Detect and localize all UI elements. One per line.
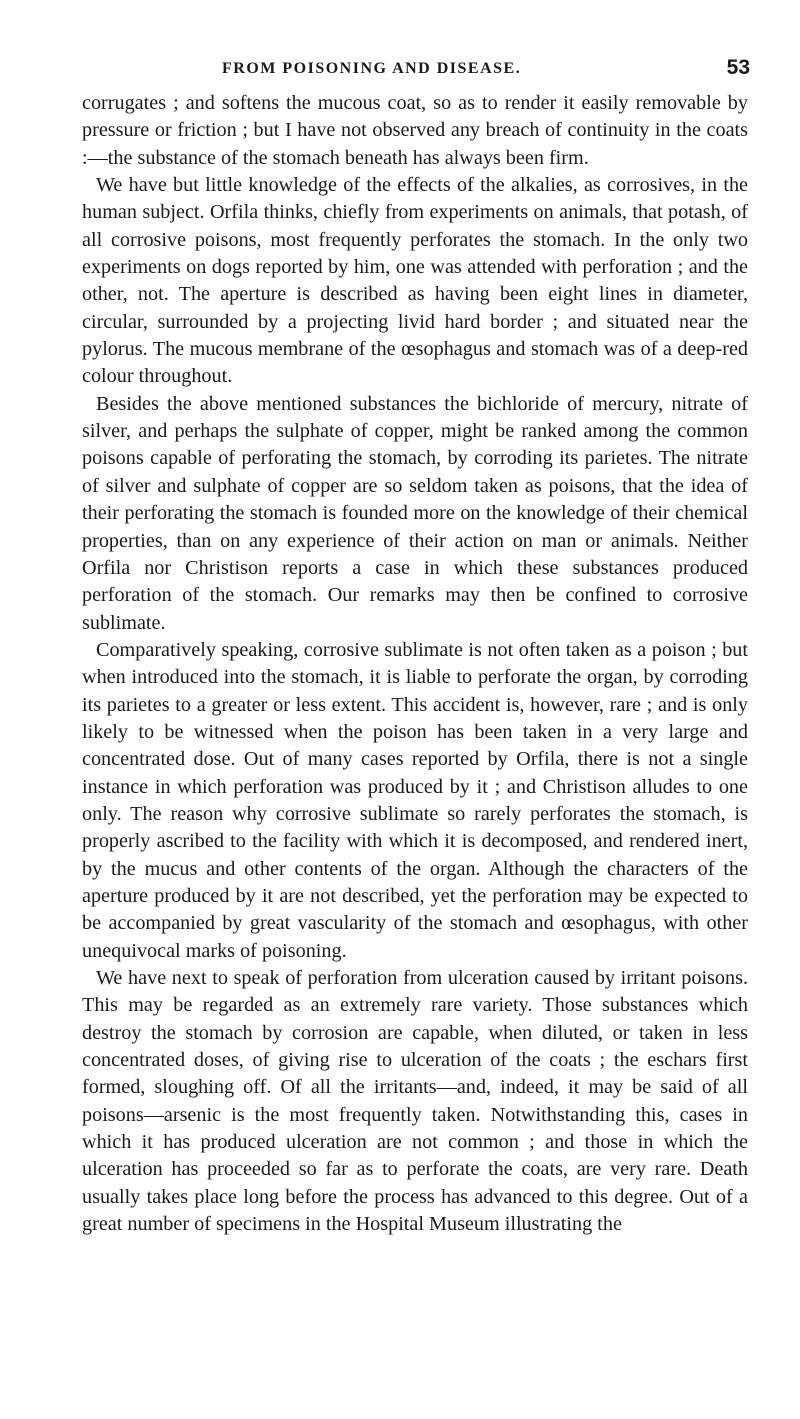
paragraph: We have next to speak of perforation from ulceration caused by irritant poisons. This may be regarded as an extremely rare variety. Those substances which destroy the stomach by corrosion are capable, when diluted, or taken in less concentrated doses, of giving rise to ulceration of the coats ; the eschars first formed, sloughing off. Of all the irritants—and, indeed, it may be said of all poisons—arsenic is the most frequently taken. Notwithstanding this, cases in which it has produced ulceration are not common ; and those in which the ulceration has proceeded so far as to perforate the coats, are very rare. Death usually takes place long before the process has advanced to this degree. Out of a great number of specimens in the Hospital Museum illustrating the [82,967,748,1236]
book-page [82,58,748,1238]
paragraph: Besides the above mentioned substances the bichloride of mercury, nitrate of silver, and perhaps the sulphate of copper, might be ranked among the common poisons capable of perforating the stomach, by corroding its parietes. The nitrate of silver and sulphate of copper are so seldom taken as poisons, that the idea of their perforating the stomach is founded more on the knowledge of their chemical properties, than on any experience of their action on man or animals. Neither Orfila nor Christison reports a case in which these substances produced perforation of the stomach. Our remarks may then be confined to corrosive sublimate. [82,392,748,634]
running-title: FROM POISONING AND DISEASE. [222,60,522,77]
paragraph: Comparatively speaking, corrosive sublimate is not often taken as a poison ; but when introduced into the stomach, it is liable to perforate the organ, by corroding its parietes to a greater or less extent. This accident is, however, rare ; and is only likely to be witnessed when the poison has been taken in a very large and concentrated dose. Out of many cases reported by Orfila, there is not a single instance in which perforation was produced by it ; and Christison alludes to one only. The reason why corrosive sublimate so rarely perforates the stomach, is properly ascribed to the facility with which it is decomposed, and rendered inert, by the mucus and other contents of the organ. Although the characters of the aperture produced by it are not described, yet the perforation may be expected to be accompanied by great vascularity of the stomach and œsophagus, with other unequivocal marks of poisoning. [82,638,748,962]
page-header [82,58,748,88]
page-number: 53 [726,56,750,79]
paragraph: corrugates ; and softens the mucous coat, so as to render it easily removable by pressure or friction ; but I have not observed any breach of continuity in the coats :—the substance of the stomach beneath has always been firm. [82,92,748,169]
paragraph: We have but little knowledge of the effects of the alkalies, as corrosives, in the human subject. Orfila thinks, chiefly from experiments on animals, that potash, of all corrosive poisons, most frequently perforates the stomach. In the only two experiments on dogs reported by him, one was attended with perforation ; and the other, not. The aperture is described as having been eight lines in diameter, circular, surrounded by a projecting livid hard border ; and situated near the pylorus. The mucous membrane of the œsophagus and stomach was of a deep-red colour throughout. [82,174,748,388]
body-text [82,90,748,1238]
